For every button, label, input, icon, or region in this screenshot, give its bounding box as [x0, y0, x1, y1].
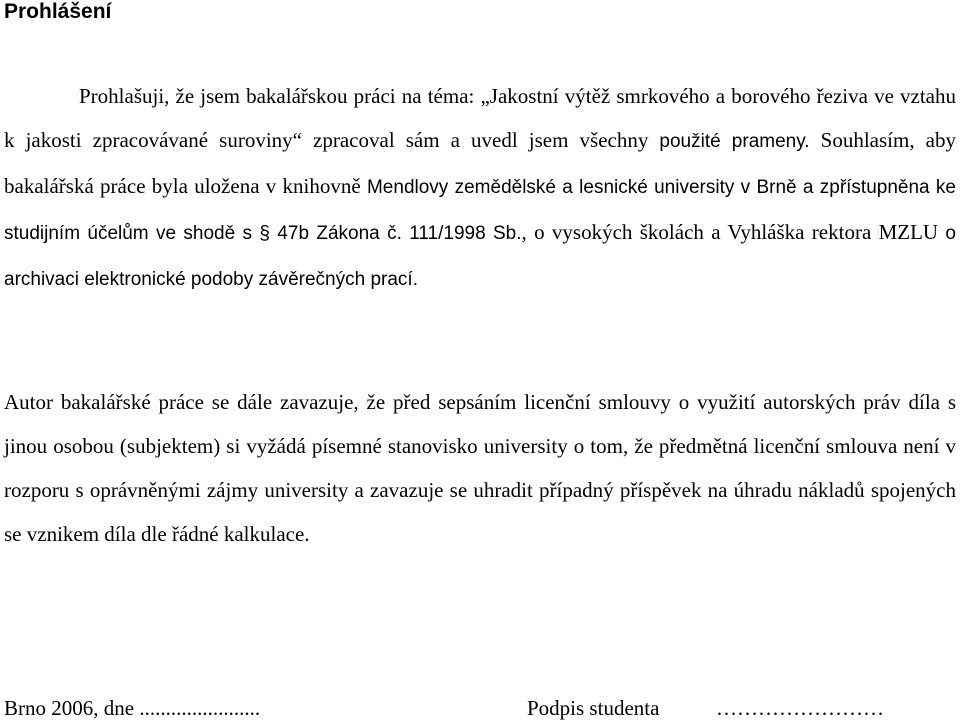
- declaration-text-1: Prohlašuji, že jsem bakalářskou práci na téma: „Jakostní výtěž smrkového a borového řeziva ve vztahu k jakosti zpracovávané suroviny“ zpracoval sám a uvedl jsem všechny: [4, 84, 956, 152]
- declaration-text-4: Mendlovy zemědělské a lesnické university v Brně a zpřístupněna ke studijním účelům ve shodě s § 47b Zákona č. 111/1998 Sb.: [4, 177, 956, 244]
- obligation-paragraph: Autor bakalářské práce se dále zavazuje, že před sepsáním licenční smlouvy o využití autorských práv díla s jinou osobou (subjektem) si vyžádá písemné stanovisko university o tom, že předmětná licenční smlouva není v rozporu s oprávněnými zájmy university a zavazuje se uhradit případný příspěvek na úhradu nákladů spojených se vznikem díla dle řádné kalkulace.: [4, 390, 956, 546]
- signature-label: Podpis studenta: [527, 696, 660, 720]
- declaration-text-3: Souhlasím, aby bakalářská práce byla uložena v knihovně: [4, 128, 956, 198]
- signature-line: ……………………: [716, 696, 884, 720]
- page-title: Prohlášení: [4, 0, 112, 23]
- declaration-paragraph: [4, 74, 956, 302]
- declaration-text-6: o archivaci elektronické podoby závěrečných prací.: [4, 223, 956, 290]
- place-date-line: Brno 2006, dne .......................: [4, 696, 261, 720]
- declaration-text-2: použité prameny.: [659, 131, 810, 152]
- declaration-text-5: , o vysokých školách a Vyhláška rektora MZLU: [521, 220, 946, 244]
